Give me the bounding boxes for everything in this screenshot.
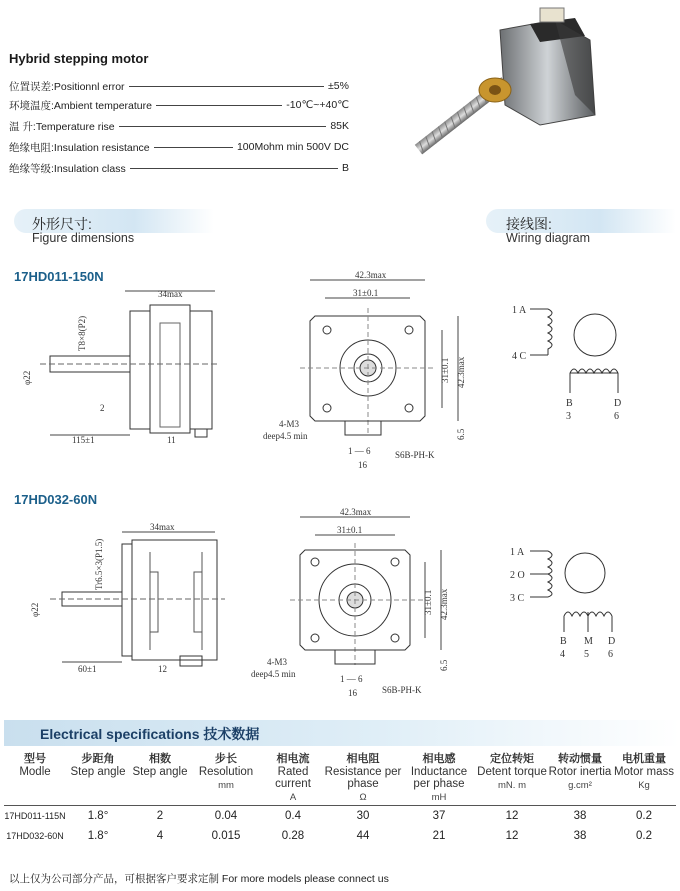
header-rated-current: 相电流 Rated current A	[275, 753, 311, 803]
wire-number: 4	[560, 649, 565, 660]
dim-shaft-diameter: φ22	[22, 370, 32, 385]
dim-depth: deep4.5 min	[263, 431, 308, 441]
spec-insulation-class	[9, 160, 349, 176]
header-step-angle: 步距角 Step angle	[70, 753, 126, 778]
dim-body-length: 34max	[150, 522, 175, 532]
electrical-specs-table	[4, 748, 676, 846]
model-1-side-view	[10, 283, 225, 453]
header-inductance: 相电感 Inductance per phase mH	[410, 753, 468, 803]
wire-number: 6	[608, 649, 613, 660]
header-motor-mass: 电机重量 Motor mass Kg	[613, 753, 675, 791]
dim-pins: 1 — 6	[348, 446, 371, 456]
spec-position-error	[9, 78, 349, 94]
wire-label: 2 O	[510, 570, 525, 581]
dim-tail: 11	[167, 435, 176, 445]
dim-width-max: 42.3max	[340, 507, 372, 517]
page-title: Hybrid stepping motor	[9, 51, 149, 66]
model-2-front-view	[245, 505, 475, 710]
dim-pins: 1 — 6	[340, 674, 363, 684]
dim-mount: 4-M3	[279, 419, 299, 429]
header-phases: 相数 Step angle	[132, 753, 188, 778]
spec-ambient-temp	[9, 97, 349, 113]
wire-number: 3	[566, 411, 571, 422]
leader-line	[119, 126, 327, 127]
spec-value: ±5%	[328, 80, 349, 92]
dim-tail: 12	[158, 664, 167, 674]
electrical-specs-title: Electrical specifications 技术数据	[40, 726, 260, 742]
wire-number: 5	[584, 649, 589, 660]
dim-connector: S6B-PH-K	[395, 450, 435, 460]
wire-label: 3 C	[510, 593, 525, 604]
header-resistance: 相电阻 Resistance per phase Ω	[324, 753, 402, 803]
leader-line	[129, 86, 325, 87]
dim-thread: T8×8(P2)	[77, 315, 87, 351]
wiring-diagram-title-en: Wiring diagram	[506, 231, 591, 245]
leader-line	[156, 105, 282, 106]
spec-value: B	[341, 162, 349, 174]
dim-side: 6.5	[456, 428, 466, 440]
wiring-diagram-title-cn: 接线图:	[506, 216, 552, 232]
footer-note: 以上仅为公司部分产品，可根据客户要求定制 For more models please connect us	[9, 873, 389, 885]
model-2-side-view	[10, 522, 225, 682]
dim-height-max: 42.3max	[439, 588, 449, 620]
dim-hole-spacing: 31±0.1	[353, 288, 379, 298]
header-model: 型号 Modle	[19, 753, 51, 778]
wire-label: B	[560, 636, 567, 647]
figure-dimensions-title-cn: 外形尺寸:	[32, 216, 92, 232]
dim-flange: 2	[100, 403, 105, 413]
wire-label: D	[608, 636, 616, 647]
spec-value: 85K	[330, 120, 349, 132]
dim-shaft-diameter: φ22	[30, 602, 40, 617]
dim-body-length: 34max	[158, 289, 183, 299]
wire-label: B	[566, 398, 573, 409]
header-rotor-inertia: 转动惯量 Rotor inertia g.cm²	[548, 753, 612, 791]
dim-depth: deep4.5 min	[251, 669, 296, 679]
model-1-title: 17HD011-150N	[14, 269, 104, 284]
spec-label: 温 升:Temperature rise	[9, 120, 115, 133]
dim-mount: 4-M3	[267, 657, 287, 667]
dim-pin-width: 16	[358, 460, 367, 470]
dim-pin-width: 16	[348, 688, 357, 698]
motor-photo	[380, 0, 670, 175]
dim-shaft-length: 60±1	[78, 664, 97, 674]
dim-side: 6.5	[439, 659, 449, 671]
spec-temp-rise	[9, 118, 349, 134]
spec-insulation-resistance	[9, 139, 349, 155]
dim-thread: Tr6.5×3(P1.5)	[94, 538, 104, 590]
wire-label: M	[584, 636, 593, 647]
header-detent-torque: 定位转矩 Detent torque mN. m	[477, 753, 547, 791]
table-row: 17HD032-60N 1.8° 4 0.015 0.28 44 21 12 38 0.2	[6, 830, 652, 842]
table-header-row	[4, 748, 676, 806]
spec-label: 绝缘电阻:Insulation resistance	[9, 141, 150, 154]
header-resolution: 步长 Resolution mm	[198, 753, 254, 791]
table-row: 17HD011-115N 1.8° 2 0.04 0.4 30 37 12 38 0.2	[4, 806, 676, 827]
dim-height-max: 42.3max	[456, 356, 466, 388]
wire-number: 6	[614, 411, 619, 422]
model-2-title: 17HD032-60N	[14, 492, 98, 507]
dim-hole-spacing: 31±0.1	[337, 525, 363, 535]
wire-label: 4 C	[512, 351, 527, 362]
model-1-front-view	[245, 268, 475, 478]
dim-connector: S6B-PH-K	[382, 685, 422, 695]
figure-dimensions-title-en: Figure dimensions	[32, 231, 135, 245]
model-2-wiring	[500, 540, 650, 665]
leader-line	[130, 168, 338, 169]
wire-label: D	[614, 398, 622, 409]
spec-label: 绝缘等级:Insulation class	[9, 162, 126, 175]
leader-line	[154, 147, 233, 148]
spec-label: 位置误差:Positionnl error	[9, 80, 125, 93]
dim-shaft-length: 115±1	[72, 435, 95, 445]
dim-height-spacing: 31±0.1	[440, 357, 450, 383]
spec-value: 100Mohm min 500V DC	[236, 141, 349, 153]
wire-label: 1 A	[510, 547, 525, 558]
wire-label: 1 A	[512, 305, 527, 316]
spec-label: 环境温度:Ambient temperature	[9, 99, 152, 112]
dim-height-spacing: 31±0.1	[423, 589, 433, 615]
dim-width-max: 42.3max	[355, 270, 387, 280]
model-1-wiring	[500, 288, 650, 433]
spec-value: -10℃~+40℃	[286, 99, 349, 111]
